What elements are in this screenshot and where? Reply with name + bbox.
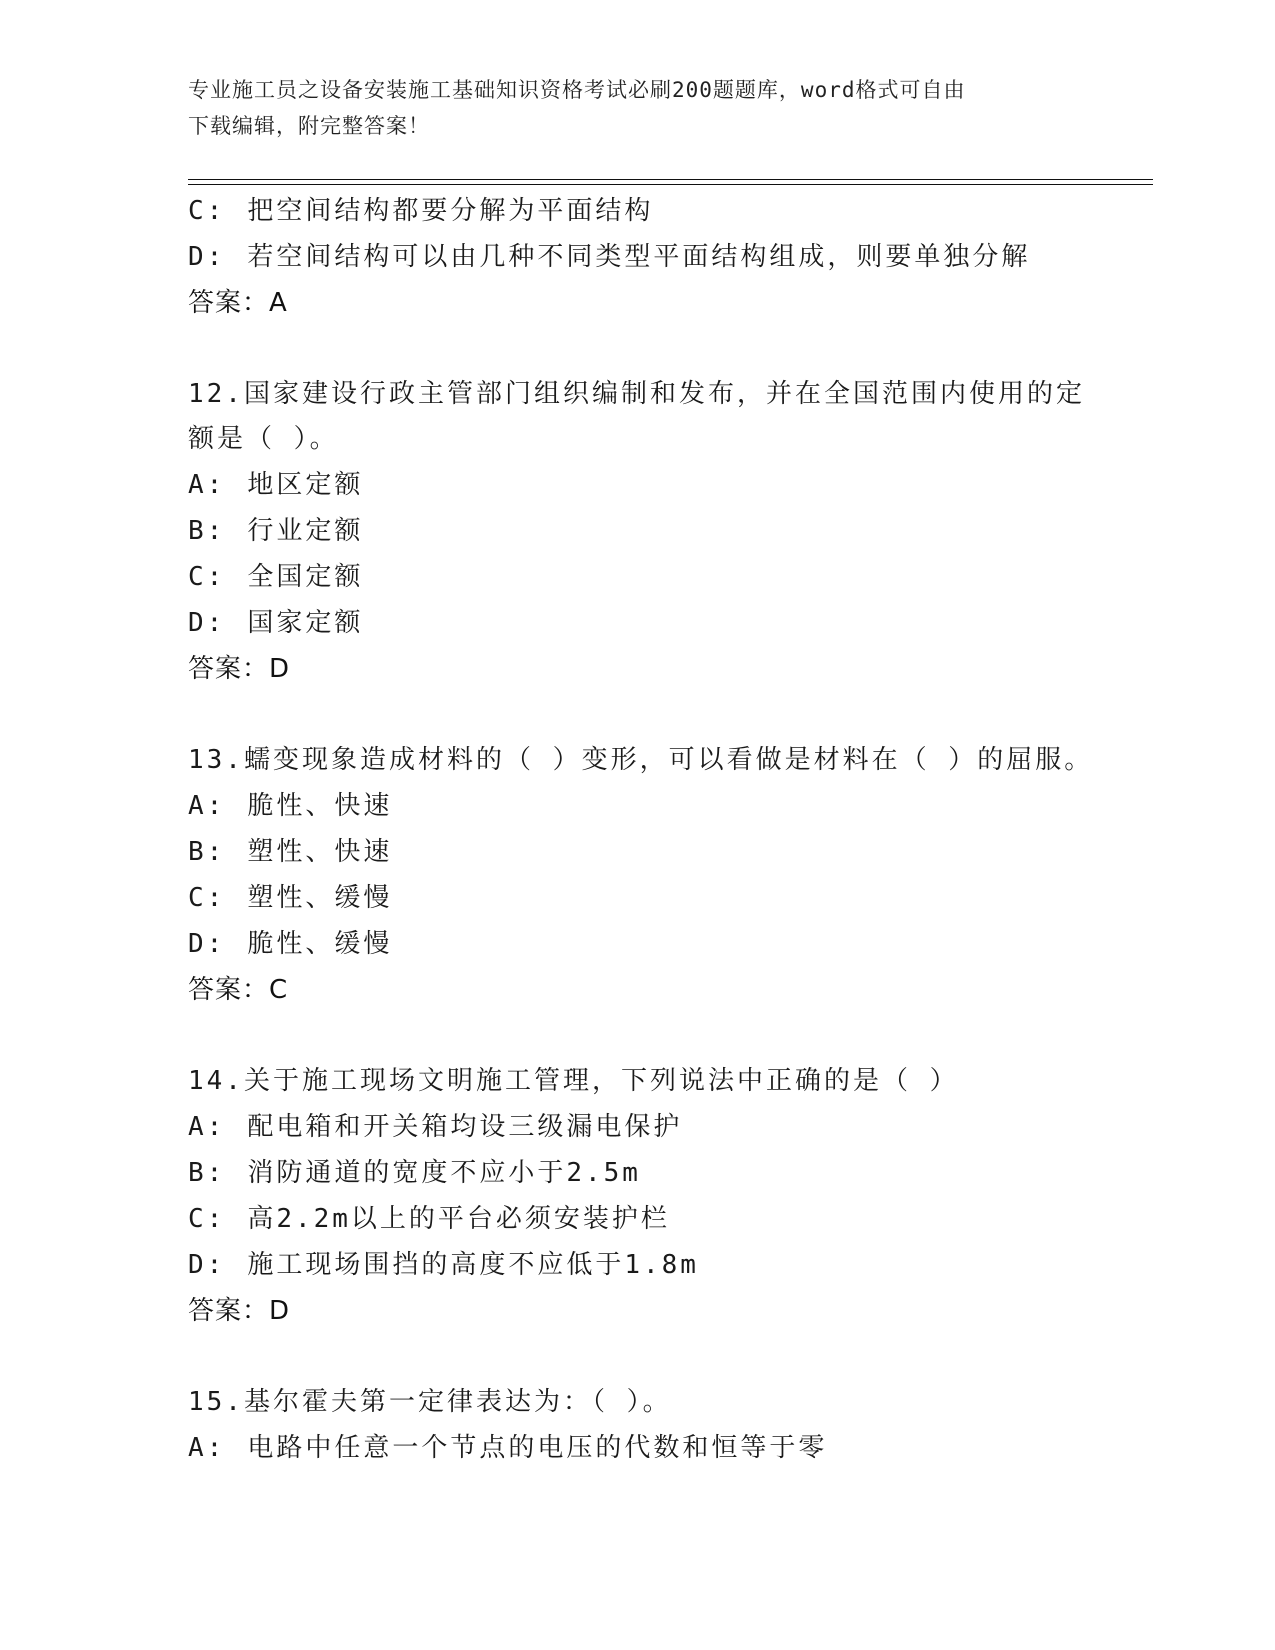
header-divider-top — [188, 179, 1153, 180]
answer-line: 答案：D — [188, 1296, 291, 1326]
prev-question-block — [188, 188, 1148, 326]
option-a: A: 地区定额 — [188, 470, 364, 500]
header-title-line-1: 专业施工员之设备安装施工基础知识资格考试必刷200题题库，word格式可自由 — [188, 78, 966, 102]
option-d: D: 脆性、缓慢 — [188, 929, 393, 959]
option-b: B: 消防通道的宽度不应小于2.5m — [188, 1158, 641, 1188]
option-d: D: 若空间结构可以由几种不同类型平面结构组成，则要单独分解 — [188, 242, 1031, 272]
question-title: 14.关于施工现场文明施工管理，下列说法中正确的是（ ） — [188, 1066, 959, 1096]
answer-line: 答案：C — [188, 975, 289, 1005]
document-header — [188, 72, 1088, 144]
option-a: A: 电路中任意一个节点的电压的代数和恒等于零 — [188, 1433, 828, 1463]
option-b: B: 行业定额 — [188, 516, 364, 546]
option-c: C: 塑性、缓慢 — [188, 883, 393, 913]
option-d: D: 国家定额 — [188, 608, 364, 638]
option-a: A: 脆性、快速 — [188, 791, 393, 821]
header-divider-bottom — [188, 184, 1153, 185]
answer-line: 答案：D — [188, 654, 291, 684]
question-title: 12.国家建设行政主管部门组织编制和发布，并在全国范围内使用的定 — [188, 379, 1085, 409]
question-14 — [188, 1059, 1148, 1334]
question-list — [188, 188, 1148, 1471]
question-title: 13.蠕变现象造成材料的（ ）变形，可以看做是材料在（ ）的屈服。 — [188, 745, 1094, 775]
option-b: B: 塑性、快速 — [188, 837, 393, 867]
question-15 — [188, 1380, 1148, 1471]
option-c: C: 高2.2m以上的平台必须安装护栏 — [188, 1204, 670, 1234]
question-title: 15.基尔霍夫第一定律表达为：（ ）。 — [188, 1387, 672, 1417]
option-a: A: 配电箱和开关箱均设三级漏电保护 — [188, 1112, 683, 1142]
header-title-line-2: 下载编辑，附完整答案！ — [188, 114, 430, 138]
answer-line: 答案：A — [188, 288, 288, 318]
question-12 — [188, 372, 1148, 692]
option-c: C: 把空间结构都要分解为平面结构 — [188, 196, 654, 226]
option-c: C: 全国定额 — [188, 562, 364, 592]
question-13 — [188, 738, 1148, 1013]
question-title-cont: 额是（ ）。 — [188, 424, 339, 454]
option-d: D: 施工现场围挡的高度不应低于1.8m — [188, 1250, 699, 1280]
